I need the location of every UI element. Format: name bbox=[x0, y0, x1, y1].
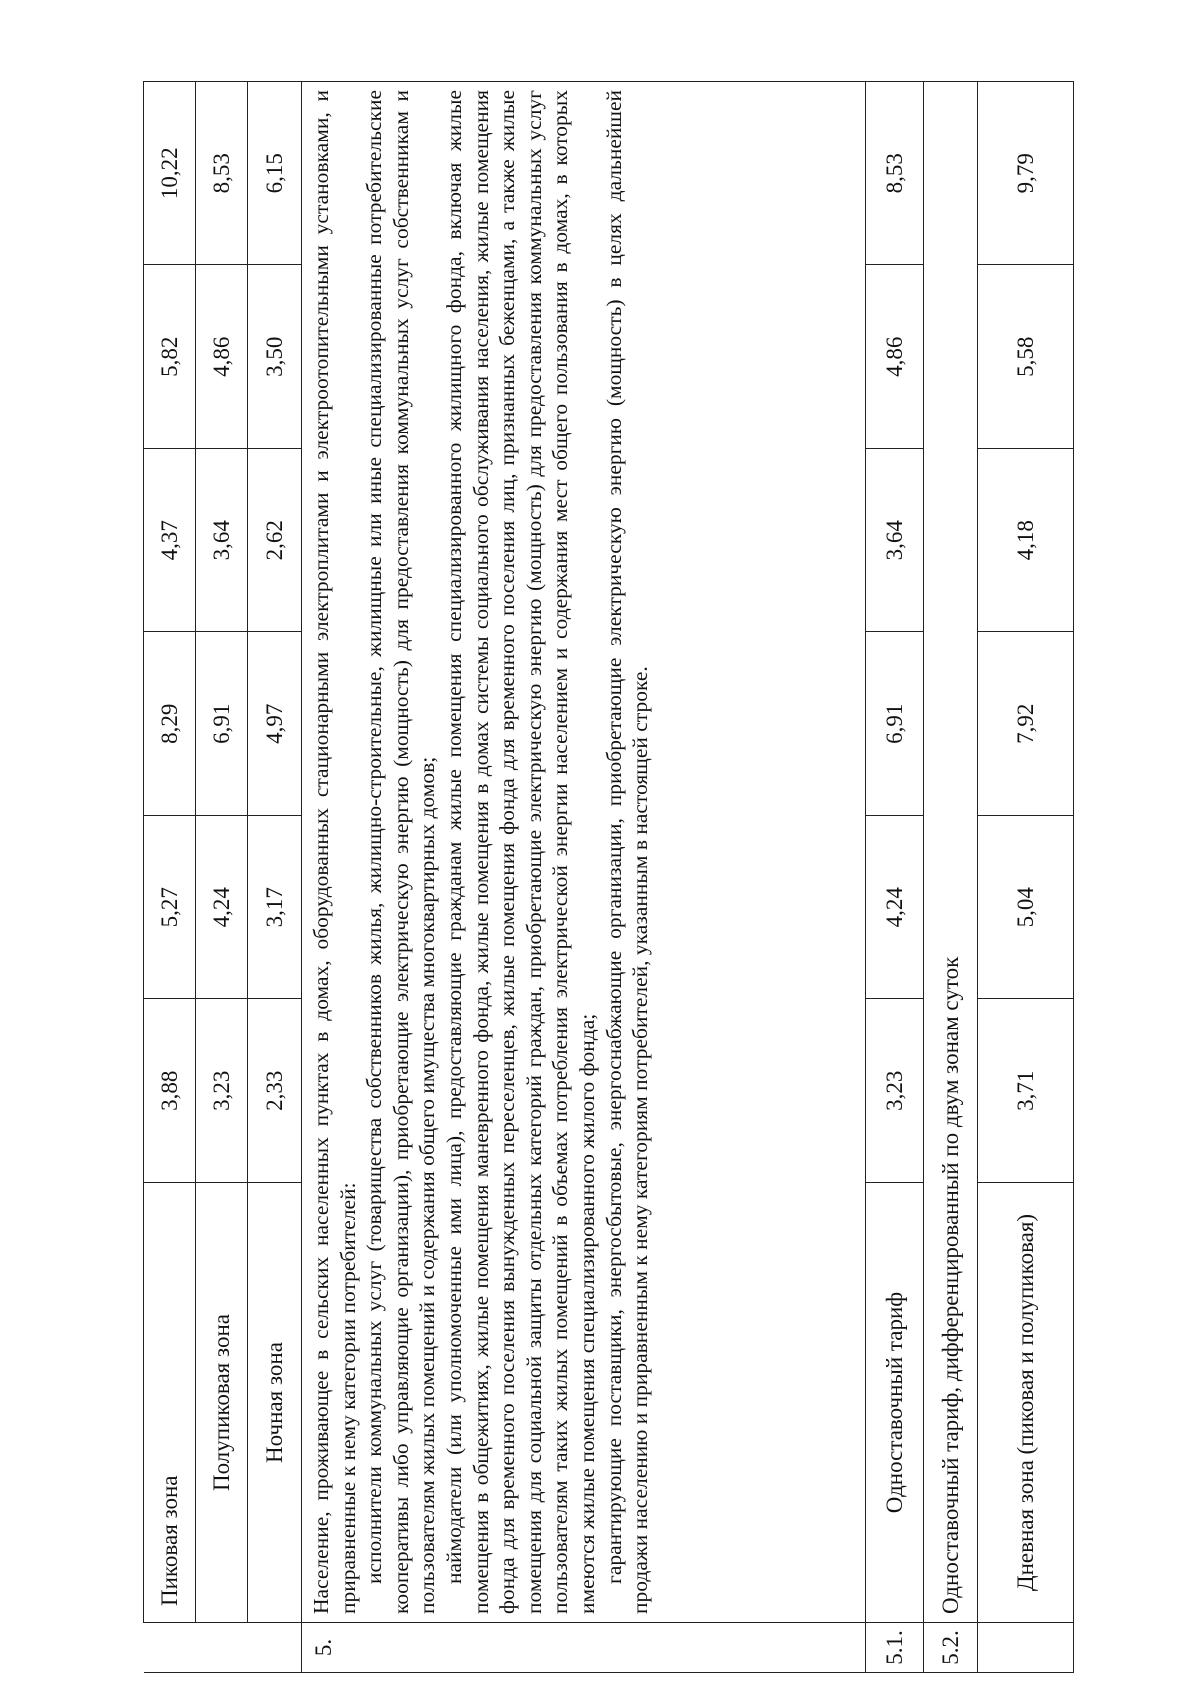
value-cell: 6,15 bbox=[248, 82, 302, 266]
table-row-5-2 bbox=[924, 82, 978, 1673]
row-label-cell: Одноставочный тариф bbox=[866, 1183, 924, 1623]
value-cell: 3,88 bbox=[144, 999, 196, 1183]
section-paragraph: Население, проживающее в сельских населенных пунктах в домах, оборудованных стационарными электроплитами и электроотопительными установками, и приравненные к нему категории потребителей: bbox=[309, 90, 360, 1614]
value-cell: 2,33 bbox=[248, 999, 302, 1183]
row-label-cell: Пиковая зона bbox=[144, 1183, 196, 1623]
value-cell: 5,04 bbox=[978, 816, 1074, 1000]
table-row-semi-peak-zone bbox=[196, 82, 248, 1673]
table-row-5-1 bbox=[866, 82, 924, 1673]
value-cell: 3,23 bbox=[866, 999, 924, 1183]
section-description-cell bbox=[302, 82, 866, 1623]
value-cell: 10,22 bbox=[144, 82, 196, 266]
tariff-table bbox=[143, 81, 1074, 1673]
value-cell: 3,50 bbox=[248, 265, 302, 449]
row-number-cell: 5.2. bbox=[924, 1623, 978, 1673]
value-cell: 4,24 bbox=[196, 816, 248, 1000]
section-paragraph: исполнители коммунальных услуг (товарищества собственников жилья, жилищно-строительные, жилищные или иные специализированные потребительские кооперативы либо управляющие организации), приобретающие электрическую энергию (мощность) для предоставления коммунальных услуг собственникам и пользователям жилых помещений и содержания общего имущества многоквартирных домов; bbox=[362, 90, 440, 1614]
row-number-cell bbox=[196, 1623, 248, 1673]
row-label-cell: Полупиковая зона bbox=[196, 1183, 248, 1623]
value-cell: 8,29 bbox=[144, 632, 196, 816]
value-cell: 3,71 bbox=[978, 999, 1074, 1183]
value-cell: 9,79 bbox=[978, 82, 1074, 266]
rotated-tariff-table-container bbox=[143, 82, 1200, 1673]
section-number-cell: 5. bbox=[302, 1623, 866, 1673]
value-cell: 4,86 bbox=[866, 265, 924, 449]
value-cell: 4,18 bbox=[978, 449, 1074, 633]
value-cell: 4,86 bbox=[196, 265, 248, 449]
table-row-day-zone bbox=[978, 82, 1074, 1673]
value-cell: 4,37 bbox=[144, 449, 196, 633]
row-number-cell bbox=[248, 1623, 302, 1673]
value-cell: 4,97 bbox=[248, 632, 302, 816]
value-cell: 7,92 bbox=[978, 632, 1074, 816]
table-row-peak-zone bbox=[144, 82, 196, 1673]
row-number-cell bbox=[144, 1623, 196, 1673]
value-cell: 3,23 bbox=[196, 999, 248, 1183]
row-label-cell: Одноставочный тариф, дифференцированный по двум зонам суток bbox=[924, 82, 978, 1623]
value-cell: 8,53 bbox=[196, 82, 248, 266]
row-label-cell: Ночная зона bbox=[248, 1183, 302, 1623]
value-cell: 5,58 bbox=[978, 265, 1074, 449]
value-cell: 3,17 bbox=[248, 816, 302, 1000]
row-number-cell bbox=[978, 1623, 1074, 1673]
section-paragraph: гарантирующие поставщики, энергосбытовые, энергоснабжающие организации, приобретающие электрическую энергию (мощность) в целях дальнейшей продажи населению и приравненным к нему категориям потребителей, указанным в настоящей строке. bbox=[601, 90, 653, 1614]
row-label-cell: Дневная зона (пиковая и полупиковая) bbox=[978, 1183, 1074, 1623]
table-row-night-zone bbox=[248, 82, 302, 1673]
row-number-cell: 5.1. bbox=[866, 1623, 924, 1673]
section-paragraph: наймодатели (или уполномоченные ими лица), предоставляющие гражданам жилые помещения специализированного жилищного фонда, включая жилые помещения в общежитиях, жилые помещения маневренного фонда, жилые помещения в домах системы социального обслуживания населения, жилые помещения фонда для временного поселения вынужденных переселенцев, жилые помещения фонда для временного поселения лиц, признанных беженцами, а также жилые помещения для социальной защиты отдельных категорий граждан, приобретающие электрическую энергию (мощность) для предоставления коммунальных услуг пользователям таких жилых помещений в объемах потребления электрической энергии населением и содержания мест общего пользования в домах, в которых имеются жилые помещения специализированного жилого фонда; bbox=[441, 90, 599, 1614]
value-cell: 5,82 bbox=[144, 265, 196, 449]
value-cell: 4,24 bbox=[866, 816, 924, 1000]
value-cell: 3,64 bbox=[866, 449, 924, 633]
value-cell: 8,53 bbox=[866, 82, 924, 266]
value-cell: 6,91 bbox=[866, 632, 924, 816]
value-cell: 2,62 bbox=[248, 449, 302, 633]
value-cell: 6,91 bbox=[196, 632, 248, 816]
value-cell: 3,64 bbox=[196, 449, 248, 633]
value-cell: 5,27 bbox=[144, 816, 196, 1000]
table-row-section-5 bbox=[302, 82, 866, 1673]
